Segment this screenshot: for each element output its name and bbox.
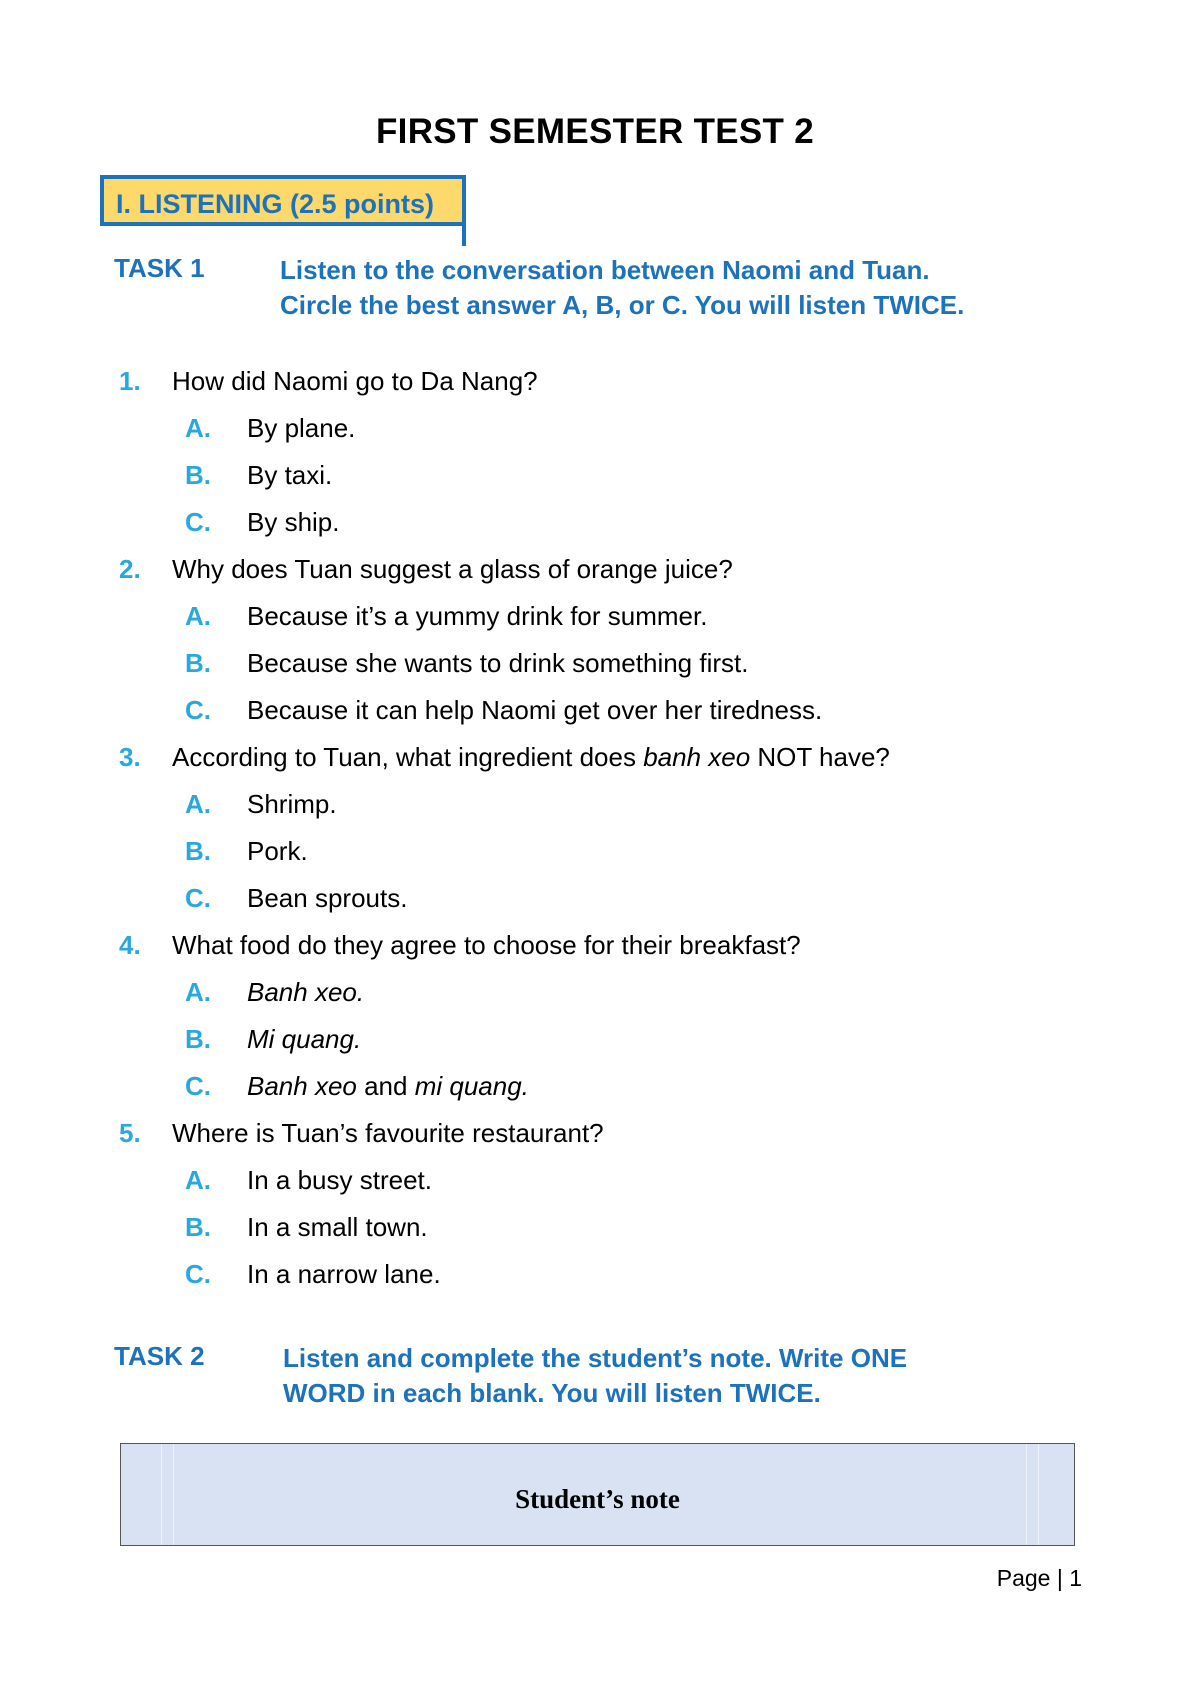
question-number: 2.: [119, 554, 141, 584]
option-letter[interactable]: A.: [185, 1165, 211, 1195]
question-text: How did Naomi go to Da Nang?: [172, 366, 538, 396]
task2-instruction-line: WORD in each blank. You will listen TWICE.: [283, 1378, 821, 1408]
option-letter[interactable]: A.: [185, 413, 211, 443]
option-letter[interactable]: C.: [185, 507, 211, 537]
option-text: Shrimp.: [247, 789, 337, 819]
task1-instruction: [280, 253, 1080, 323]
option-text: In a busy street.: [247, 1165, 432, 1195]
option-letter[interactable]: B.: [185, 648, 211, 678]
student-note-label: Student’s note: [515, 1484, 680, 1514]
student-note-box: [120, 1443, 1075, 1546]
option-letter[interactable]: C.: [185, 883, 211, 913]
option-letter[interactable]: C.: [185, 1071, 211, 1101]
option-text-part: and: [356, 1071, 415, 1101]
option-letter[interactable]: B.: [185, 460, 211, 490]
question-number: 5.: [119, 1118, 141, 1148]
task2-tag: TASK 2: [114, 1341, 205, 1371]
task1-tag: TASK 1: [114, 253, 205, 283]
section-heading-listening: [100, 175, 466, 226]
option-letter[interactable]: B.: [185, 836, 211, 866]
option-text-italic: Banh xeo: [247, 1071, 357, 1101]
option-text: [247, 1071, 529, 1102]
page-number: Page | 1: [996, 1565, 1082, 1591]
section-label: I. LISTENING (2.5 points): [116, 189, 435, 219]
question-text: What food do they agree to choose for their breakfast?: [172, 930, 801, 960]
page-title: FIRST SEMESTER TEST 2: [375, 112, 815, 151]
option-text: By plane.: [247, 413, 356, 443]
option-letter[interactable]: A.: [185, 601, 211, 631]
option-text: Bean sprouts.: [247, 883, 408, 913]
question-text-part: NOT have?: [750, 742, 890, 772]
option-text: Pork.: [247, 836, 308, 866]
section-box-accent: [462, 226, 466, 246]
question-text: [172, 742, 890, 773]
option-letter[interactable]: B.: [185, 1024, 211, 1054]
option-text: In a narrow lane.: [247, 1259, 441, 1289]
option-text-italic: mi quang.: [414, 1071, 529, 1101]
option-text: In a small town.: [247, 1212, 428, 1242]
option-text: Because it can help Naomi get over her tiredness.: [247, 695, 823, 725]
question-text-part: According to Tuan, what ingredient does: [172, 742, 644, 772]
question-number: 1.: [119, 366, 141, 396]
option-text: By ship.: [247, 507, 340, 537]
option-letter[interactable]: A.: [185, 789, 211, 819]
option-text: Because it’s a yummy drink for summer.: [247, 601, 708, 631]
question-number: 3.: [119, 742, 141, 772]
option-text: By taxi.: [247, 460, 333, 490]
question-text-italic: banh xeo: [643, 742, 751, 772]
question-text: Where is Tuan’s favourite restaurant?: [172, 1118, 604, 1148]
option-text: Mi quang.: [247, 1024, 362, 1054]
option-letter[interactable]: A.: [185, 977, 211, 1007]
option-letter[interactable]: B.: [185, 1212, 211, 1242]
question-number: 4.: [119, 930, 141, 960]
task2-instruction: [283, 1341, 1083, 1411]
task2-instruction-line: Listen and complete the student’s note. Write ONE: [283, 1343, 908, 1373]
question-text: Why does Tuan suggest a glass of orange juice?: [172, 554, 733, 584]
task1-instruction-line: Circle the best answer A, B, or C. You will listen TWICE.: [280, 290, 965, 320]
option-text: Because she wants to drink something first.: [247, 648, 749, 678]
option-letter[interactable]: C.: [185, 1259, 211, 1289]
task1-instruction-line: Listen to the conversation between Naomi and Tuan.: [280, 255, 930, 285]
option-letter[interactable]: C.: [185, 695, 211, 725]
option-text: Banh xeo.: [247, 977, 365, 1007]
